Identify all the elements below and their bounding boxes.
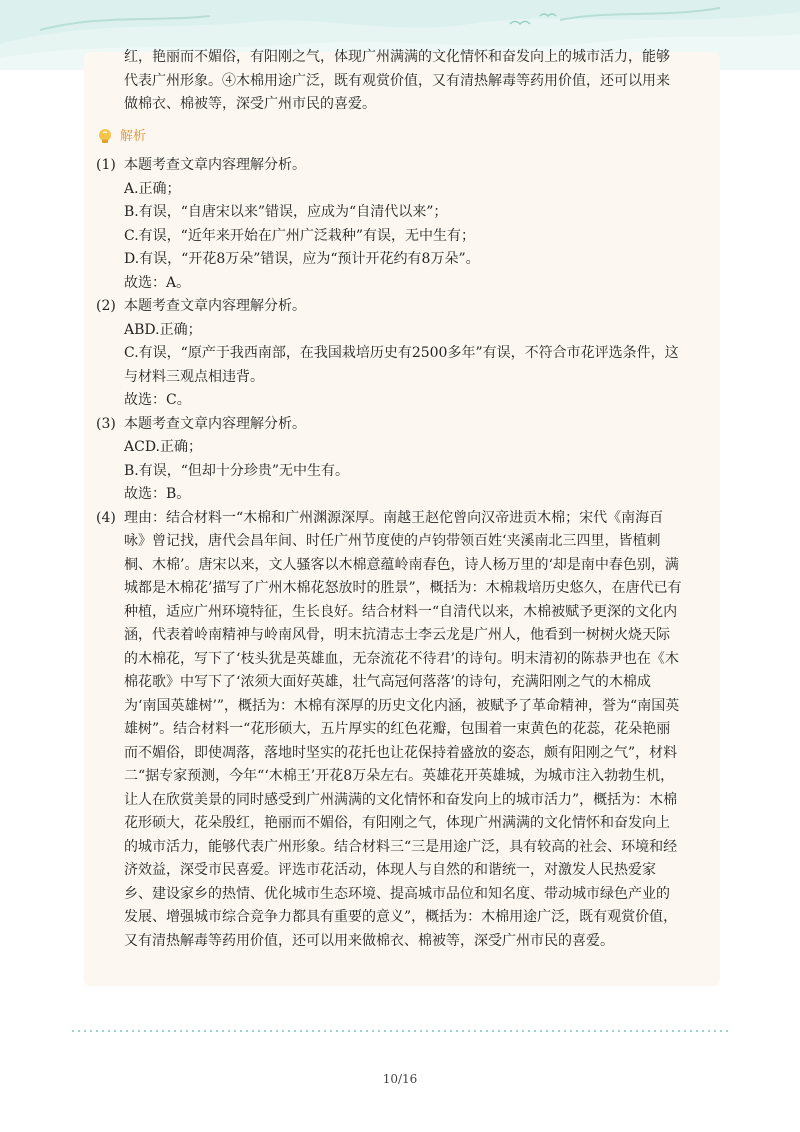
text-line: 故选：A。: [124, 274, 191, 291]
text-line: 与材料三观点相违背。: [124, 368, 264, 385]
text-line: 城都是木棉花’描写了广州木棉花怒放时的胜景”，概括为：木棉栽培历史悠久，在唐代已有: [124, 580, 682, 596]
text-line: 理由：结合材料一“木棉和广州渊源深厚。南越王赵佗曾向汉帝进贡木棉；宋代《南海百: [124, 509, 664, 526]
text-line: 济效益，深受市民喜爱。评选市花活动，体现人与自然的和谐统一，对激发人民热爱家: [124, 862, 656, 878]
text-line: 代表广州形象。④木棉用途广泛，既有观赏价值，又有清热解毒等药用价值，还可以用来: [124, 72, 670, 89]
text-line: 咏》曾记找，唐代会昌年间、时任广州节度使的卢钧带领百姓‘夹溪南北三四里，皆植刺: [124, 533, 661, 549]
text-line: 而不媚俗，即使凋落，落地时坚实的花托也让花保持着盛放的姿态，颇有阳刚之气”，材料: [124, 744, 678, 761]
text-line: 又有清热解毒等药用价值，还可以用来做棉衣、棉被等，深受广州市民的喜爱。: [124, 932, 614, 949]
question-number: (4): [96, 509, 116, 526]
text-line: B.有误，“自唐宋以来”错误，应成为“自清代以来”；: [124, 204, 448, 220]
question-3: [96, 413, 708, 507]
text-line: 花形硕大，花朵殷红，艳丽而不媚俗，有阳刚之气，体现广州满满的文化情怀和奋发向上: [124, 815, 670, 831]
lightbulb-icon: [96, 127, 114, 145]
question-2: [96, 295, 708, 413]
text-line: 种植，适应广州环境特征，生长良好。结合材料一“自清代以来，木棉被赋予更深的文化内: [124, 603, 678, 620]
text-line: ACD.正确；: [124, 439, 202, 455]
intro-paragraph: [96, 46, 708, 117]
text-line: 本题考查文章内容理解分析。: [124, 298, 306, 314]
text-line: 故选：C。: [124, 392, 191, 408]
text-line: 二“据专家预测，今年“‘木棉王’开花8万朵左右。英雄花开英雄城，为城市注入勃勃生机，: [124, 768, 675, 784]
analysis-label: 解析: [120, 128, 147, 144]
question-number: (2): [96, 298, 116, 314]
text-line: 红，艳丽而不媚俗，有阳刚之气，体现广州满满的文化情怀和奋发向上的城市活力，能够: [124, 49, 670, 65]
text-line: C.有误，“原产于我西南部，在我国栽培历史有2500多年”有误，不符合市花评选条件，这: [124, 345, 679, 361]
text-line: 发展、增强城市综合竞争力都具有重要的意义”，概括为：木棉用途广泛，既有观赏价值，: [124, 909, 678, 925]
text-line: 乡、建设家乡的热情、优化城市生态环境、提高城市品位和知名度、带动城市绿色产业的: [124, 885, 670, 902]
question-1: [96, 154, 708, 295]
text-line: 桐、木棉’。唐宋以来，文人骚客以木棉意蕴岭南春色，诗人杨万里的‘却是南中春色别，满: [124, 556, 679, 573]
text-line: 棉花歌》中写下了‘浓须大面好英雄，壮气高冠何落落’的诗句，充满阳刚之气的木棉成: [124, 674, 651, 690]
text-line: 雄树”。结合材料一“花形硕大，五片厚实的红色花瓣，包围着一束黄色的花蕊，花朵艳丽: [124, 721, 671, 737]
question-4: [96, 507, 708, 954]
text-line: A.正确；: [124, 180, 181, 197]
text-line: 的城市活力，能够代表广州形象。结合材料三“三是用途广泛，具有较高的社会、环境和经: [124, 838, 678, 855]
text-line: 做棉衣、棉被等，深受广州市民的喜爱。: [124, 96, 376, 112]
text-line: 本题考查文章内容理解分析。: [124, 157, 306, 173]
page-number: 10/16: [382, 1072, 418, 1086]
text-line: D.有误，“开花8万朵”错误，应为“预计开花约有8万朵”。: [124, 251, 480, 267]
text-line: 让人在欣赏美景的同时感受到广州满满的文化情怀和奋发向上的城市活力”，概括为：木棉: [124, 791, 678, 808]
analysis-header: [96, 125, 708, 149]
document-body: [96, 46, 708, 953]
text-line: 为‘南国英雄树’”，概括为：木棉有深厚的历史文化内涵，被赋予了革命精神，誉为“南国英: [124, 697, 680, 714]
text-line: C.有误，“近年来开始在广州广泛栽种”有误，无中生有；: [124, 227, 475, 244]
text-line: 涵，代表着岭南精神与岭南风骨，明末抗清志士李云龙是广州人，他看到一树树火烧天际: [124, 627, 670, 643]
text-line: 本题考查文章内容理解分析。: [124, 415, 306, 432]
text-line: 故选：B。: [124, 486, 191, 502]
question-number: (3): [96, 415, 116, 432]
question-number: (1): [96, 157, 116, 173]
text-line: B.有误，“但却十分珍贵”无中生有。: [124, 462, 350, 479]
dotted-divider: [70, 1030, 730, 1032]
text-line: ABD.正确；: [124, 321, 202, 338]
text-line: 的木棉花，写下了‘枝头犹是英雄血，无奈流花不待君’的诗句。明末清初的陈恭尹也在《木: [124, 650, 679, 667]
